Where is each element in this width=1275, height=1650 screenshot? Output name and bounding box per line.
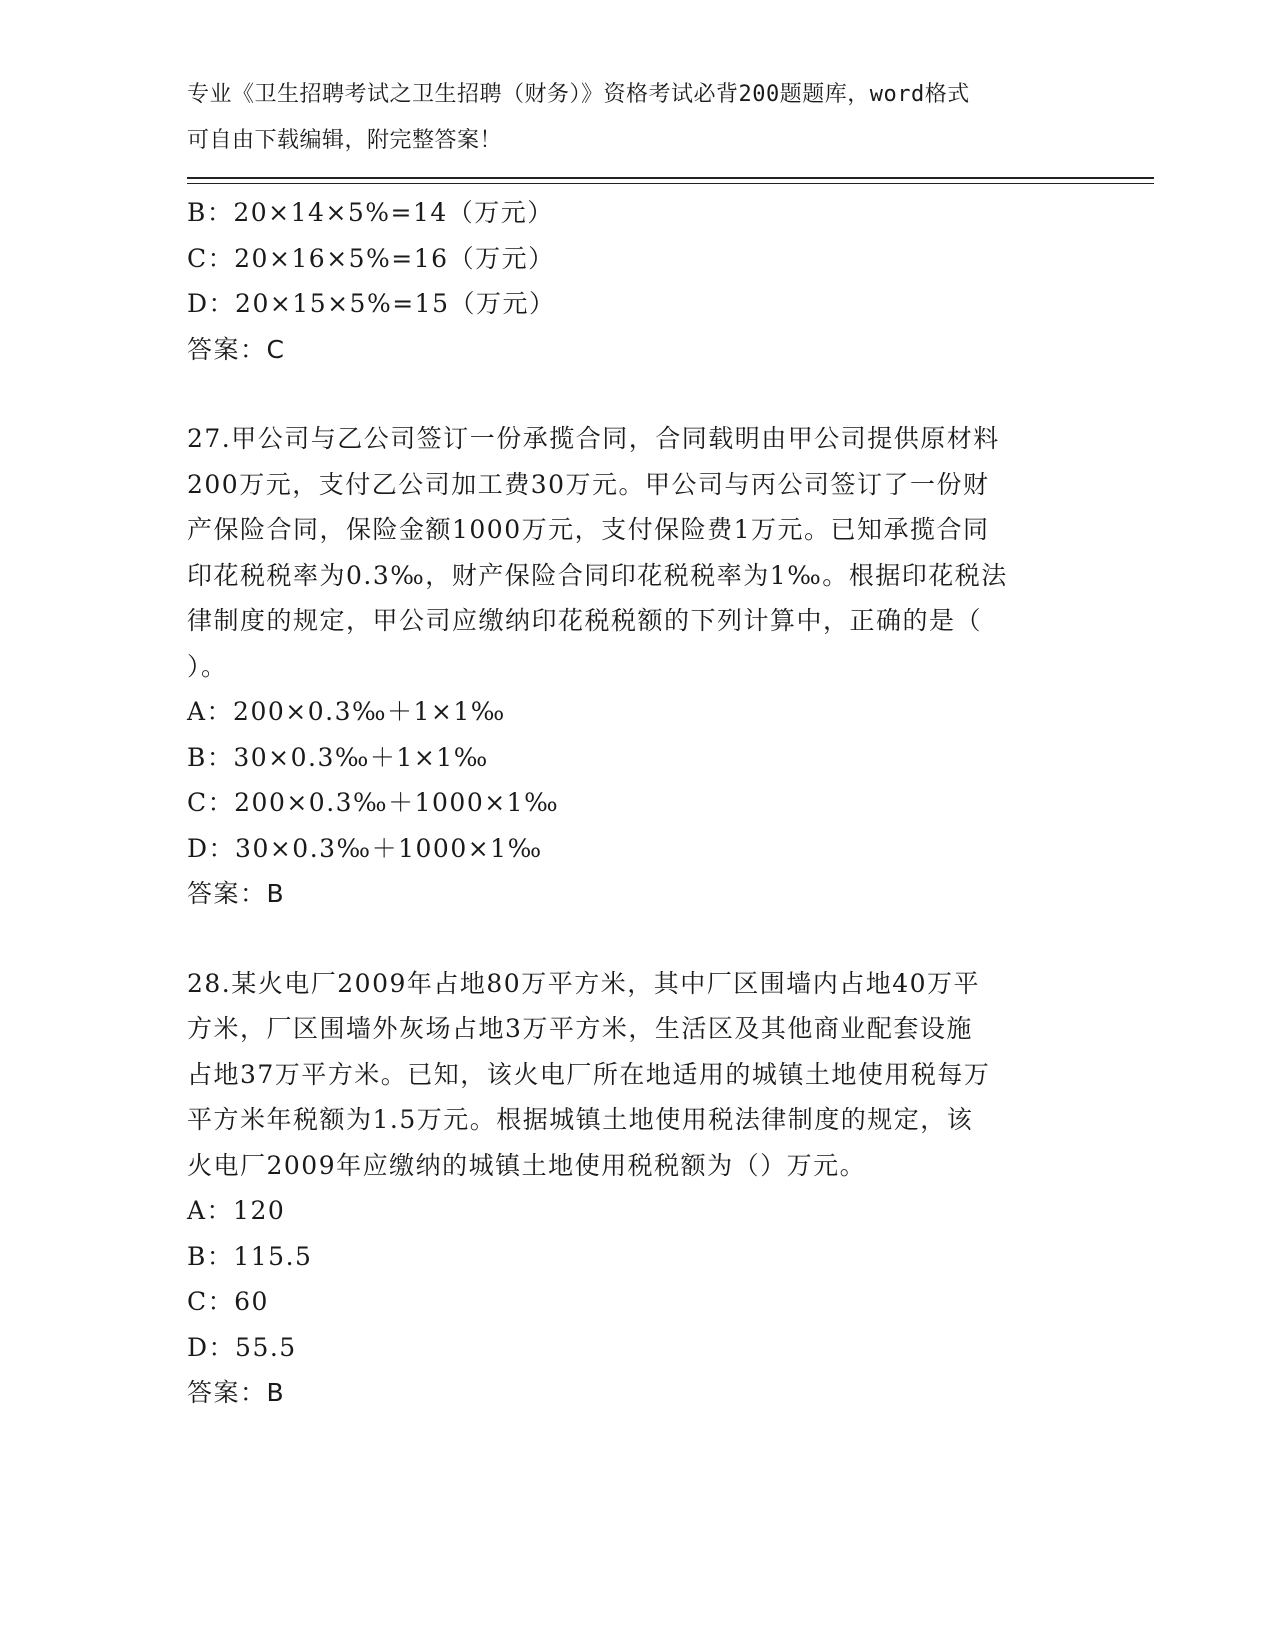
question-27 [187,416,1087,917]
answer: 答案：C [187,334,286,364]
question-text-line: 200万元，支付乙公司加工费30万元。甲公司与丙公司签订了一份财 [187,469,990,499]
option-d: D：30×0.3‰＋1000×1‰ [187,833,543,863]
question-text-line: 产保险合同，保险金额1000万元，支付保险费1万元。已知承揽合同 [187,515,990,544]
option-d: D：55.5 [187,1332,297,1362]
header-line-1: 专业《卫生招聘考试之卫生招聘（财务）》资格考试必背200题题库，word格式 [187,82,970,107]
option-b: B：115.5 [187,1241,313,1271]
question-28 [187,961,1087,1416]
option-b: B：30×0.3‰＋1×1‰ [187,742,489,772]
question-text-line: 平方米年税额为1.5万元。根据城镇土地使用税法律制度的规定，该 [187,1105,974,1134]
spacer [187,372,1087,416]
question-text-line: 28.某火电厂2009年占地80万平方米，其中厂区围墙内占地40万平 [187,968,981,998]
option-b: B：20×14×5%=14（万元） [187,198,554,227]
answer: 答案：B [187,879,286,908]
option-c: C：20×16×5%=16（万元） [187,243,555,273]
question-text-line: 占地37万平方米。已知，该火电厂所在地适用的城镇土地使用税每万 [187,1059,991,1089]
option-a: A：120 [187,1196,286,1225]
header-rule-thin [187,183,1154,184]
question-text-line: 火电厂2009年应缴纳的城镇土地使用税税额为（）万元。 [187,1150,867,1180]
document-body [187,190,1087,1416]
option-c: C：60 [187,1287,269,1316]
option-c: C：200×0.3‰＋1000×1‰ [187,788,560,817]
question-text-line: 27.甲公司与乙公司签订一份承揽合同，合同载明由甲公司提供原材料 [187,424,1000,453]
header-line-2: 可自由下载编辑，附完整答案！ [187,127,503,153]
spacer [187,917,1087,961]
option-d: D：20×15×5%=15（万元） [187,289,556,318]
document-header [187,72,1067,163]
header-rule-thick [187,177,1154,179]
question-text-line: 印花税税率为0.3‰，财产保险合同印花税税率为1‰。根据印花税法 [187,560,1008,590]
answer: 答案：B [187,1378,286,1407]
question-26-continued [187,190,1087,372]
question-text-line: 方米，厂区围墙外灰场占地3万平方米，生活区及其他商业配套设施 [187,1014,973,1043]
question-text-line: 律制度的规定，甲公司应缴纳印花税税额的下列计算中，正确的是（ [187,606,983,635]
option-a: A：200×0.3‰＋1×1‰ [187,697,506,726]
question-text-line: ）。 [187,651,228,681]
